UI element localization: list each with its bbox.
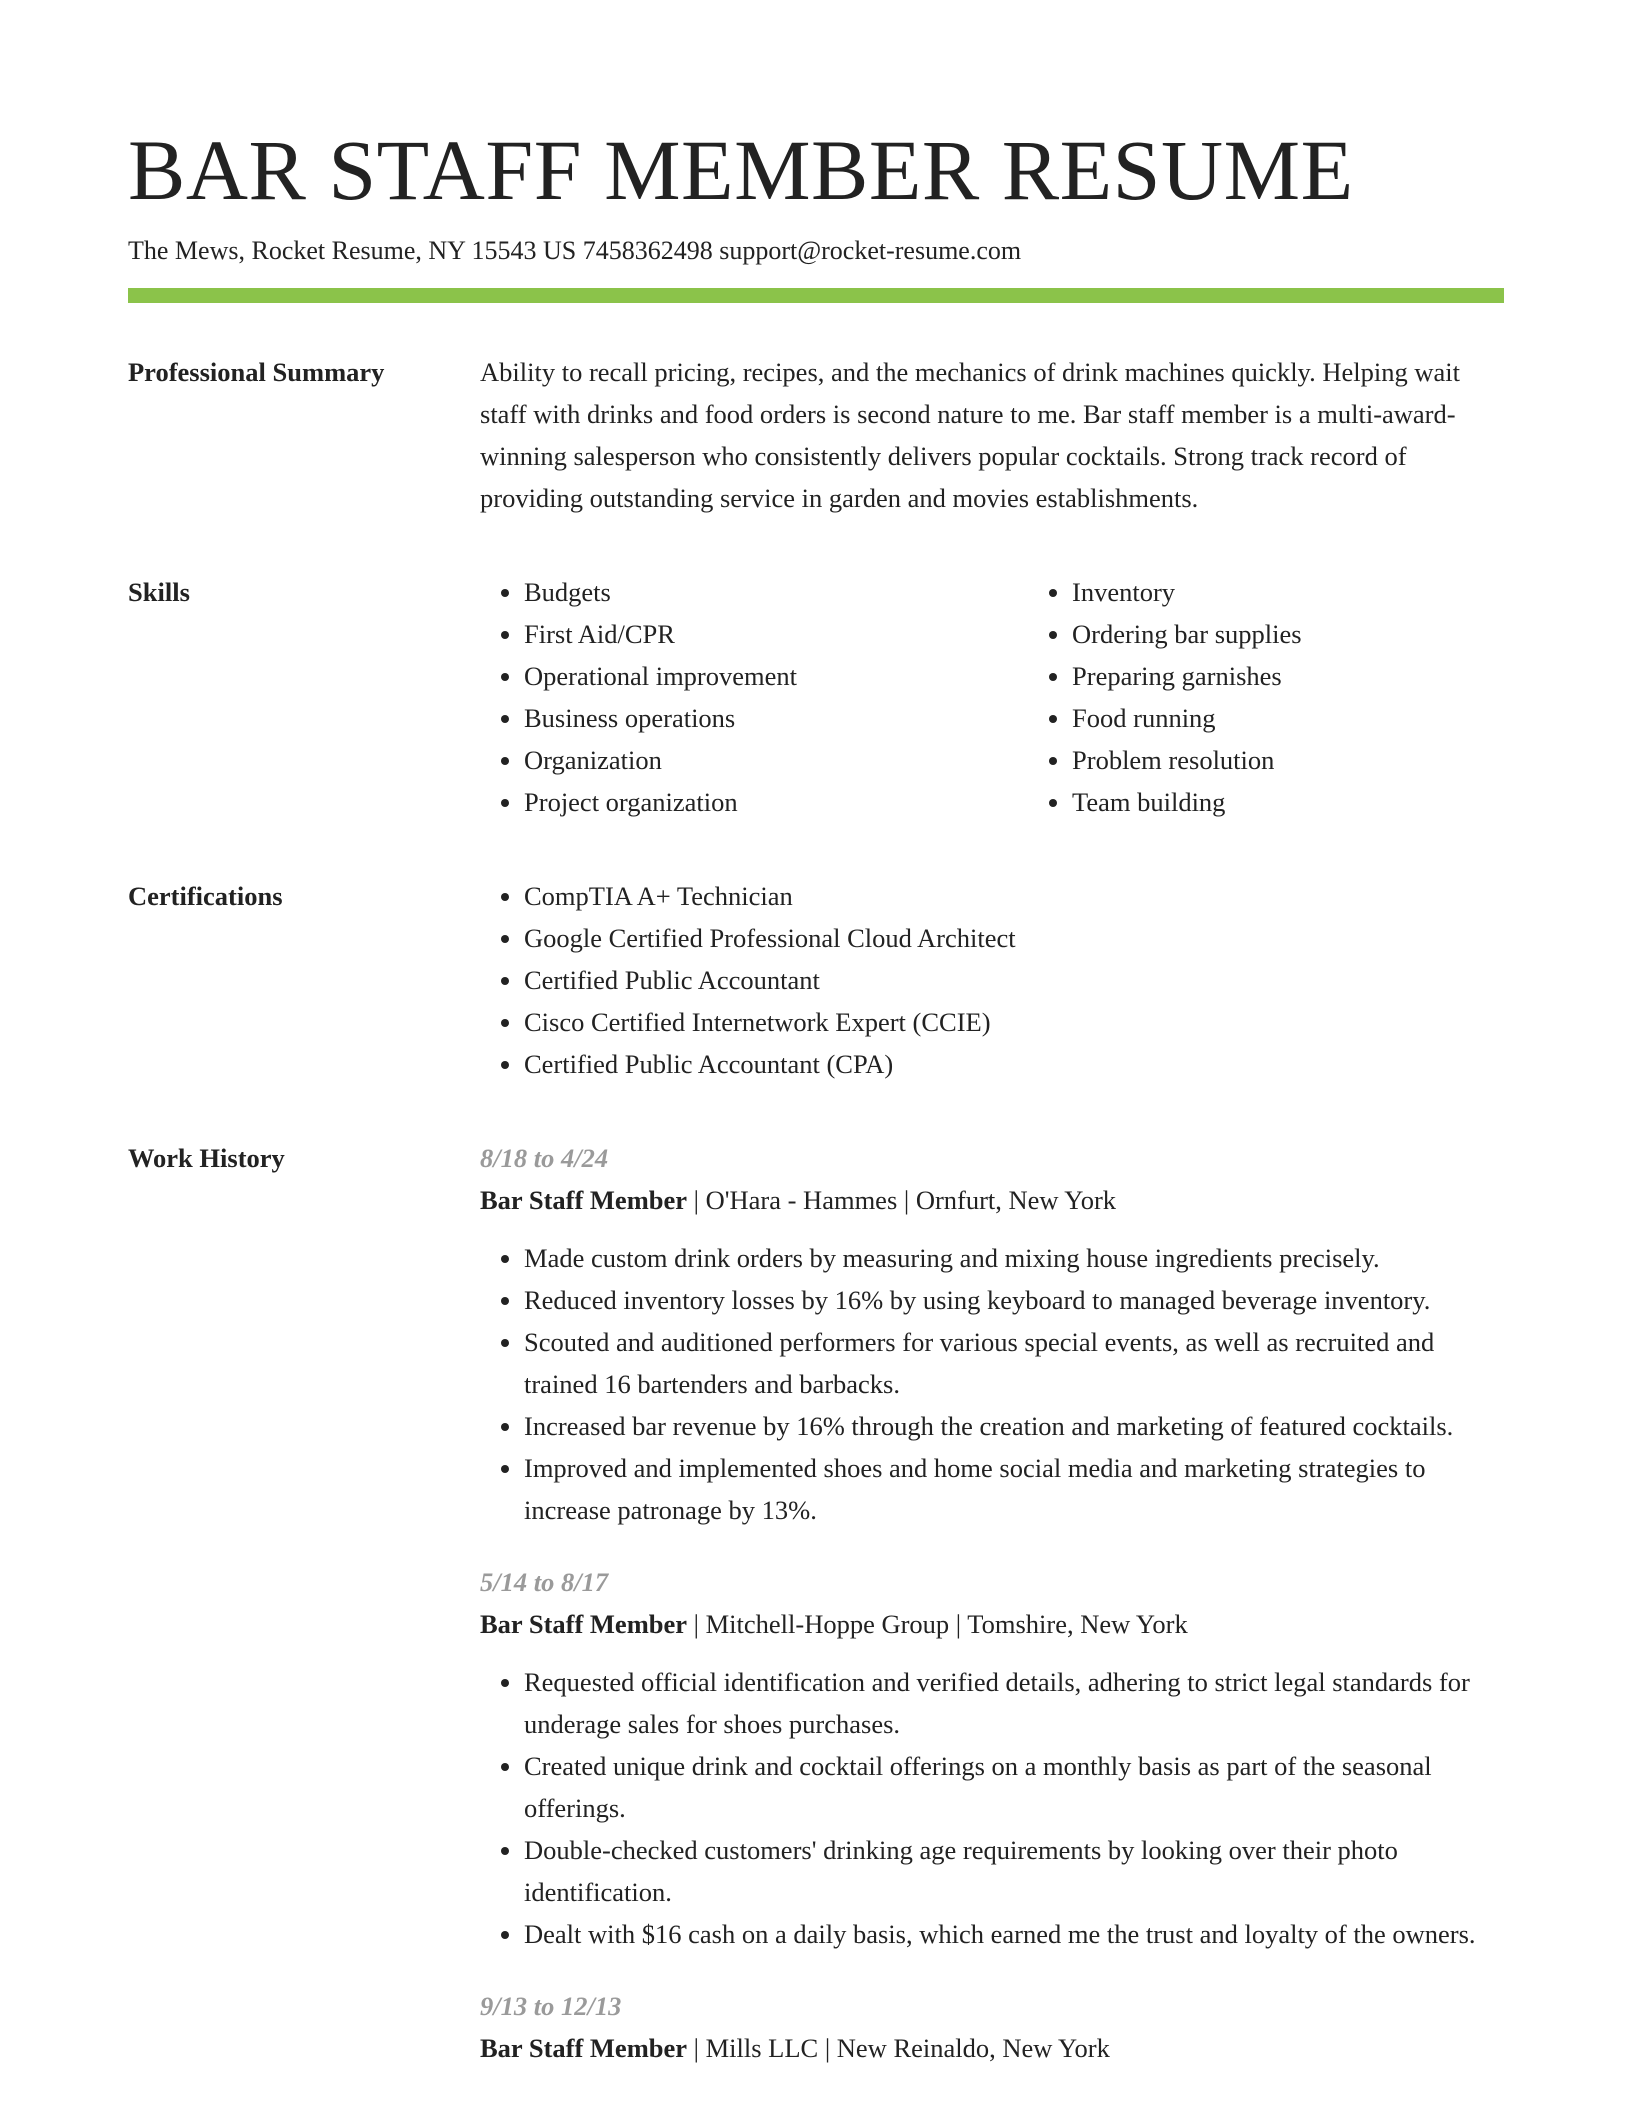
work-history-section [128,1137,1504,2069]
skills-list-left [480,571,1028,823]
skill-item: • Organization [524,739,1028,781]
job-bullet: • Requested official identification and verified details, adhering to strict legal standards for underage sales for shoes purchases. [524,1661,1504,1745]
resume-title: BAR STAFF MEMBER RESUME [128,122,1354,218]
accent-divider [128,288,1504,303]
certification-item: • Certified Public Accountant (CPA) [524,1043,1504,1085]
section-label-summary: Professional Summary [128,357,385,387]
job-title: Bar Staff Member [480,1609,688,1639]
job-heading [480,2027,1504,2069]
job-dates: 8/18 to 4/24 [480,1143,609,1173]
skill-item: • Problem resolution [1072,739,1576,781]
job-bullet: • Reduced inventory losses by 16% by using keyboard to managed beverage inventory. [524,1279,1504,1321]
job-entry [480,1561,1504,1955]
job-bullet: • Created unique drink and cocktail offerings on a monthly basis as part of the seasonal offerings. [524,1745,1504,1829]
job-dates: 9/13 to 12/13 [480,1991,622,2021]
skill-item: • Business operations [524,697,1028,739]
skill-item: • Ordering bar supplies [1072,613,1576,655]
contact-line: The Mews, Rocket Resume, NY 15543 US 7458362498 support@rocket-resume.com [128,236,1022,265]
skill-item: • First Aid/CPR [524,613,1028,655]
certification-item: • CompTIA A+ Technician [524,875,1504,917]
summary-section [128,351,1504,519]
job-bullet: • Scouted and auditioned performers for various special events, as well as recruited and trained 16 bartenders and barbacks. [524,1321,1504,1405]
job-heading [480,1603,1504,1645]
skill-item: • Team building [1072,781,1576,823]
skill-item: • Preparing garnishes [1072,655,1576,697]
certifications-list [480,875,1504,1085]
job-employer-location: | Mitchell-Hoppe Group | Tomshire, New York [687,1609,1188,1639]
job-bullet: • Made custom drink orders by measuring and mixing house ingredients precisely. [524,1237,1504,1279]
job-dates: 5/14 to 8/17 [480,1567,609,1597]
skill-item: • Food running [1072,697,1576,739]
skills-section [128,571,1504,823]
resume-page [128,118,1504,2069]
job-employer-location: | Mills LLC | New Reinaldo, New York [687,2033,1110,2063]
section-label-skills: Skills [128,577,190,607]
section-label-work-history: Work History [128,1143,285,1173]
certifications-section [128,875,1504,1085]
skill-item: • Inventory [1072,571,1576,613]
skill-item: • Project organization [524,781,1028,823]
skills-list-right [1028,571,1576,823]
job-heading [480,1179,1504,1221]
certification-item: • Google Certified Professional Cloud Architect [524,917,1504,959]
certification-item: • Certified Public Accountant [524,959,1504,1001]
job-entry [480,1137,1504,1531]
skill-item: • Operational improvement [524,655,1028,697]
job-bullet: • Dealt with $16 cash on a daily basis, which earned me the trust and loyalty of the owners. [524,1913,1504,1955]
job-title: Bar Staff Member [480,1185,688,1215]
job-bullet: • Double-checked customers' drinking age requirements by looking over their photo identification. [524,1829,1504,1913]
section-label-certifications: Certifications [128,881,283,911]
job-bullet: • Improved and implemented shoes and home social media and marketing strategies to increase patronage by 13%. [524,1447,1504,1531]
job-title: Bar Staff Member [480,2033,688,2063]
job-bullets [480,1661,1504,1955]
job-employer-location: | O'Hara - Hammes | Ornfurt, New York [687,1185,1117,1215]
job-bullets [480,1237,1504,1531]
job-entry [480,1985,1504,2069]
certification-item: • Cisco Certified Internetwork Expert (CCIE) [524,1001,1504,1043]
summary-text: Ability to recall pricing, recipes, and the mechanics of drink machines quickly. Helping wait staff with drinks and food orders is second nature to me. Bar staff member is a multi-award-winning salesperson who consistently delivers popular cocktails. Strong track record of providing outstanding service in garden and movies establishments. [480,357,1460,513]
skill-item: • Budgets [524,571,1028,613]
job-bullet: • Increased bar revenue by 16% through the creation and marketing of featured cocktails. [524,1405,1504,1447]
